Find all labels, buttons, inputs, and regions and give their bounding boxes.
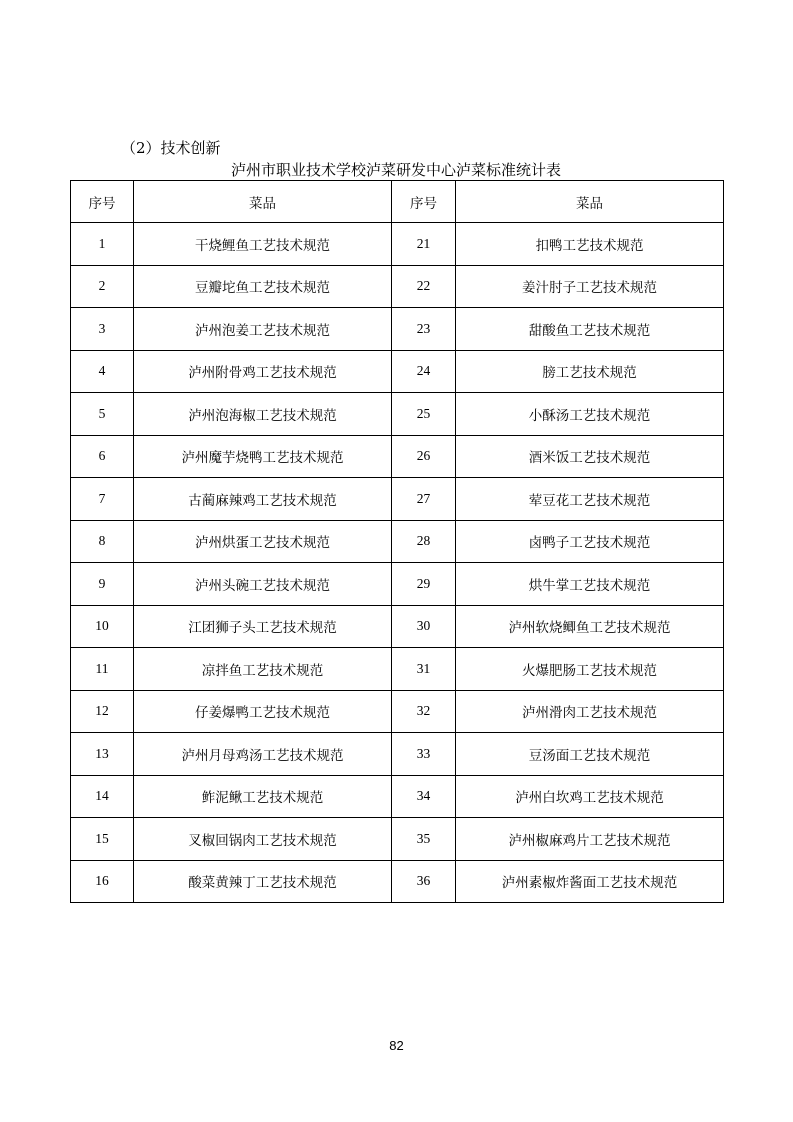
cell-serial-left: 9	[71, 563, 134, 606]
cell-dish-right: 荤豆花工艺技术规范	[456, 478, 724, 521]
cell-dish-left: 泸州附骨鸡工艺技术规范	[134, 350, 392, 393]
table-row	[71, 775, 724, 818]
cell-dish-left: 鲊泥鳅工艺技术规范	[134, 775, 392, 818]
table-row	[71, 690, 724, 733]
cell-serial-left: 10	[71, 605, 134, 648]
table-row	[71, 563, 724, 606]
cell-serial-right: 32	[392, 690, 456, 733]
table-row	[71, 860, 724, 903]
cell-dish-right: 泸州素椒炸酱面工艺技术规范	[456, 860, 724, 903]
cell-serial-right: 34	[392, 775, 456, 818]
cell-serial-right: 36	[392, 860, 456, 903]
header-serial-left: 序号	[71, 181, 134, 223]
cell-serial-right: 21	[392, 223, 456, 266]
cell-serial-left: 4	[71, 350, 134, 393]
cell-serial-right: 33	[392, 733, 456, 776]
cell-dish-right: 扣鸭工艺技术规范	[456, 223, 724, 266]
cell-serial-left: 12	[71, 690, 134, 733]
table-row	[71, 520, 724, 563]
cell-dish-left: 酸菜黄辣丁工艺技术规范	[134, 860, 392, 903]
cell-serial-left: 14	[71, 775, 134, 818]
table-row	[71, 478, 724, 521]
table-row	[71, 265, 724, 308]
cell-serial-left: 6	[71, 435, 134, 478]
cell-serial-left: 16	[71, 860, 134, 903]
page-number: 82	[389, 1038, 404, 1053]
cell-serial-right: 24	[392, 350, 456, 393]
table-row	[71, 393, 724, 436]
table-row	[71, 350, 724, 393]
cell-serial-left: 2	[71, 265, 134, 308]
cell-dish-right: 泸州椒麻鸡片工艺技术规范	[456, 818, 724, 861]
cell-serial-right: 28	[392, 520, 456, 563]
cell-serial-right: 35	[392, 818, 456, 861]
cell-dish-right: 烘牛掌工艺技术规范	[456, 563, 724, 606]
cell-dish-left: 古蔺麻辣鸡工艺技术规范	[134, 478, 392, 521]
cell-serial-right: 25	[392, 393, 456, 436]
cell-dish-left: 泸州头碗工艺技术规范	[134, 563, 392, 606]
cell-dish-right: 豆汤面工艺技术规范	[456, 733, 724, 776]
cell-dish-right: 卤鸭子工艺技术规范	[456, 520, 724, 563]
cell-serial-left: 11	[71, 648, 134, 691]
cell-dish-right: 膀工艺技术规范	[456, 350, 724, 393]
cell-dish-right: 甜酸鱼工艺技术规范	[456, 308, 724, 351]
table-row	[71, 733, 724, 776]
cell-dish-left: 豆瓣坨鱼工艺技术规范	[134, 265, 392, 308]
table-row	[71, 648, 724, 691]
cell-dish-left: 泸州烘蛋工艺技术规范	[134, 520, 392, 563]
cell-serial-right: 27	[392, 478, 456, 521]
cell-serial-right: 23	[392, 308, 456, 351]
cell-serial-left: 8	[71, 520, 134, 563]
cell-dish-right: 酒米饭工艺技术规范	[456, 435, 724, 478]
cell-serial-right: 22	[392, 265, 456, 308]
cell-dish-right: 泸州软烧鲫鱼工艺技术规范	[456, 605, 724, 648]
cell-serial-left: 15	[71, 818, 134, 861]
table-body	[71, 223, 724, 903]
cell-dish-left: 泸州泡海椒工艺技术规范	[134, 393, 392, 436]
table-row	[71, 223, 724, 266]
table-row	[71, 605, 724, 648]
cell-dish-right: 火爆肥肠工艺技术规范	[456, 648, 724, 691]
header-serial-right: 序号	[392, 181, 456, 223]
table-title: 泸州市职业技术学校泸菜研发中心泸菜标准统计表	[230, 161, 561, 179]
table-row	[71, 818, 724, 861]
cell-dish-right: 泸州白坎鸡工艺技术规范	[456, 775, 724, 818]
cell-dish-right: 泸州滑肉工艺技术规范	[456, 690, 724, 733]
cell-dish-left: 泸州魔芋烧鸭工艺技术规范	[134, 435, 392, 478]
cell-serial-right: 30	[392, 605, 456, 648]
cell-dish-right: 小酥汤工艺技术规范	[456, 393, 724, 436]
cell-serial-right: 26	[392, 435, 456, 478]
cell-dish-left: 江团狮子头工艺技术规范	[134, 605, 392, 648]
header-dish-right: 菜品	[456, 181, 724, 223]
cell-serial-left: 5	[71, 393, 134, 436]
cell-serial-left: 3	[71, 308, 134, 351]
cell-dish-left: 泸州泡姜工艺技术规范	[134, 308, 392, 351]
cell-serial-left: 13	[71, 733, 134, 776]
table-row	[71, 308, 724, 351]
cell-serial-right: 29	[392, 563, 456, 606]
cell-dish-left: 叉椒回锅肉工艺技术规范	[134, 818, 392, 861]
cell-dish-left: 干烧鲤鱼工艺技术规范	[134, 223, 392, 266]
table-header-row	[71, 181, 724, 223]
dish-standards-table	[70, 180, 724, 903]
section-heading: （2）技术创新	[121, 139, 221, 157]
cell-dish-left: 凉拌鱼工艺技术规范	[134, 648, 392, 691]
cell-dish-right: 姜汁肘子工艺技术规范	[456, 265, 724, 308]
cell-serial-left: 1	[71, 223, 134, 266]
header-dish-left: 菜品	[134, 181, 392, 223]
cell-serial-left: 7	[71, 478, 134, 521]
table-row	[71, 435, 724, 478]
cell-serial-right: 31	[392, 648, 456, 691]
cell-dish-left: 泸州月母鸡汤工艺技术规范	[134, 733, 392, 776]
cell-dish-left: 仔姜爆鸭工艺技术规范	[134, 690, 392, 733]
